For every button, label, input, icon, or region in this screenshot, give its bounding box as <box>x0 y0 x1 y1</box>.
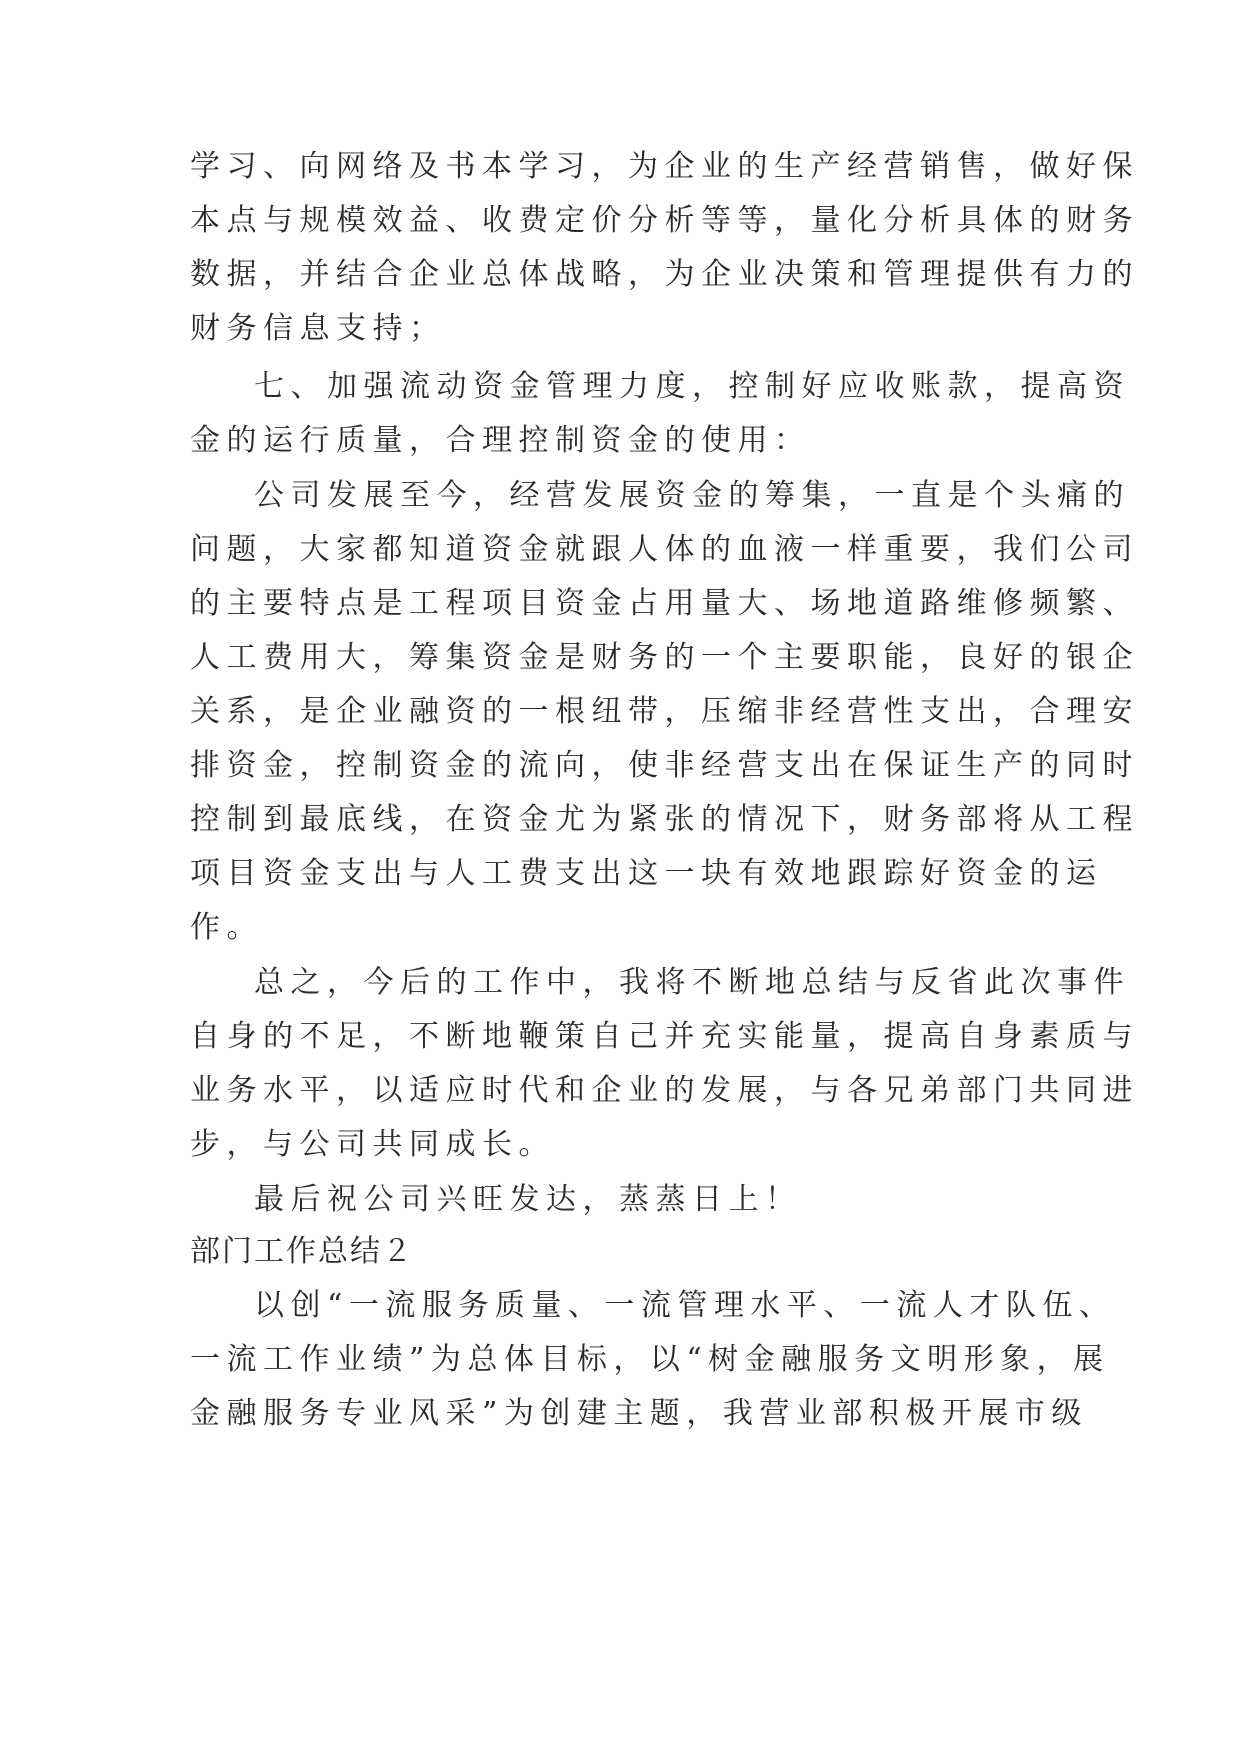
paragraph-line: 学习、向网络及书本学习，为企业的生产经营销售，做好保 <box>190 149 1139 184</box>
paragraph-line: 问题，大家都知道资金就跟人体的血液一样重要，我们公司 <box>190 532 1139 567</box>
paragraph-line: 排资金，控制资金的流向，使非经营支出在保证生产的同时 <box>190 748 1139 783</box>
paragraph-line: 一流工作业绩”为总体目标，以“树金融服务文明形象，展 <box>190 1342 1110 1377</box>
paragraph-line: 公司发展至今，经营发展资金的筹集，一直是个头痛的 <box>254 478 1130 513</box>
paragraph-line: 步，与公司共同成长。 <box>190 1127 555 1162</box>
paragraph-line: 金的运行质量，合理控制资金的使用： <box>190 423 811 458</box>
paragraph-line: 自身的不足，不断地鞭策自己并充实能量，提高自身素质与 <box>190 1019 1139 1054</box>
paragraph-line: 总之，今后的工作中，我将不断地总结与反省此次事件 <box>254 965 1130 1000</box>
paragraph-line: 的主要特点是工程项目资金占用量大、场地道路维修频繁、 <box>190 586 1139 621</box>
paragraph-line: 控制到最底线，在资金尤为紧张的情况下，财务部将从工程 <box>190 802 1139 837</box>
section-heading-line: 七、加强流动资金管理力度，控制好应收账款，提高资 <box>254 369 1130 404</box>
paragraph-line: 本点与规模效益、收费定价分析等等，量化分析具体的财务 <box>190 203 1139 238</box>
paragraph-line: 业务水平，以适应时代和企业的发展，与各兄弟部门共同进 <box>190 1073 1139 1108</box>
section-title: 部门工作总结２ <box>190 1234 414 1269</box>
paragraph-line: 人工费用大，筹集资金是财务的一个主要职能，良好的银企 <box>190 640 1139 675</box>
paragraph-line: 作。 <box>190 910 263 945</box>
paragraph-line: 项目资金支出与人工费支出这一块有效地跟踪好资金的运 <box>190 856 1103 891</box>
paragraph-line: 财务信息支持； <box>190 311 446 346</box>
closing-line: 最后祝公司兴旺发达，蒸蒸日上！ <box>254 1182 802 1217</box>
paragraph-line: 金融服务专业风采”为创建主题，我营业部积极开展市级 <box>190 1396 1088 1431</box>
paragraph-line: 关系，是企业融资的一根纽带，压缩非经营性支出，合理安 <box>190 694 1139 729</box>
paragraph-line: 以创“一流服务质量、一流管理水平、一流人才队伍、 <box>254 1288 1116 1323</box>
paragraph-line: 数据，并结合企业总体战略，为企业决策和管理提供有力的 <box>190 257 1139 292</box>
